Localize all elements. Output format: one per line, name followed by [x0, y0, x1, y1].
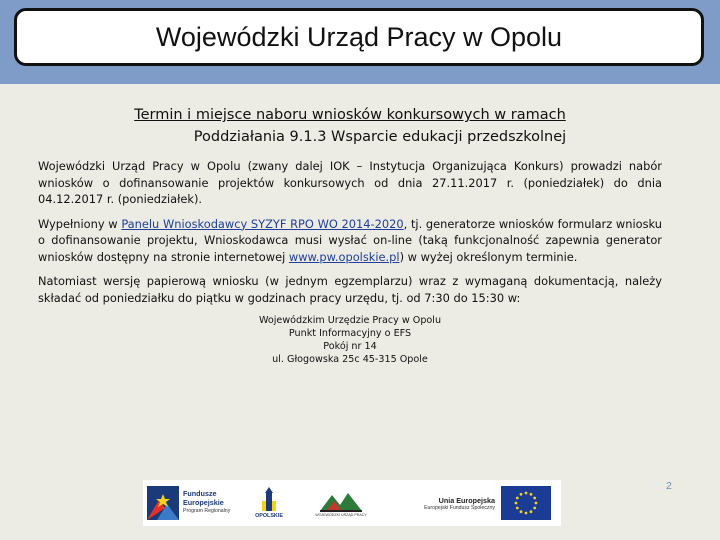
address-line-4: ul. Głogowska 25c 45-315 Opole: [272, 354, 428, 365]
wup-label: WOJEWÓDZKI URZĄD PRACY: [315, 513, 367, 517]
address-block: [38, 314, 662, 366]
paragraph-generator-text-2: , tj. generatorze wniosków formularz wniosku o dofinansowanie projektu, Wnioskodawca musi wysłać on-line (taką funkcjonalność zapewnia generator wniosków dostępny na stronie internetowej: [38, 216, 662, 264]
fundusze-europejskie-star-icon: [147, 486, 179, 520]
header-band: [0, 0, 720, 84]
opolskie-tower-icon: [260, 487, 278, 513]
logo-bar: [143, 480, 561, 526]
page-title: Wojewódzki Urząd Pracy w Opolu: [155, 21, 563, 52]
paragraph-generator-text-1: Wypełniony w: [38, 216, 122, 231]
fundusze-europejskie-logo: [143, 480, 243, 526]
fundusze-europejskie-text: Fundusze Europejskie Program Regionalny: [183, 489, 231, 515]
address-line-2: Punkt Informacyjny o EFS: [288, 328, 412, 339]
page-number: 2: [666, 480, 672, 492]
wup-logo: [295, 480, 387, 526]
title-box: [14, 8, 704, 66]
opolskie-label: OPOLSKIE: [255, 513, 283, 519]
ue-subtitle: Europejski Fundusz Społeczny: [424, 504, 495, 511]
website-link[interactable]: www.pw.opolskie.pl: [288, 249, 400, 264]
eu-flag-icon: [501, 486, 551, 520]
paragraph-nabor: Wojewódzki Urząd Pracy w Opolu (zwany dalej IOK – Instytucja Organizująca Konkurs) prowadzi nabór wniosków o dofinansowanie projektów konkursowych od dnia 27.11.2017 r. (poniedziałek) do dnia 04.12.2017 r. (poniedziałek).: [38, 159, 662, 206]
address-line-3: Pokój nr 14: [323, 341, 377, 352]
unia-europejska-logo: [387, 480, 555, 526]
syzyf-panel-link[interactable]: Panelu Wnioskodawcy SYZYF RPO WO 2014-2020: [121, 216, 404, 231]
subtitle-line-2: Poddziałania 9.1.3 Wsparcie edukacji przedszkolnej: [193, 129, 567, 145]
paragraph-generator-text-3: ) w wyżej określonym terminie.: [399, 249, 578, 264]
wup-mountains-icon: [320, 489, 362, 513]
subtitle-line-1: Termin i miejsce naboru wniosków konkursowych w ramach: [134, 107, 566, 123]
address-line-1: Wojewódzkim Urzędzie Pracy w Opolu: [258, 315, 442, 326]
ue-title: Unia Europejska: [438, 495, 495, 505]
paragraph-generator: [38, 216, 662, 266]
slide-content: [38, 104, 662, 366]
paragraph-paper-version: Natomiast wersję papierową wniosku (w jednym egzemplarzu) wraz z wymaganą dokumentacją, należy składać od poniedziałku do piątku w godzinach pracy urzędu, tj. od 7:30 do 15:30 w:: [38, 274, 662, 305]
subtitle: [38, 104, 662, 148]
opolskie-logo: [243, 480, 295, 526]
